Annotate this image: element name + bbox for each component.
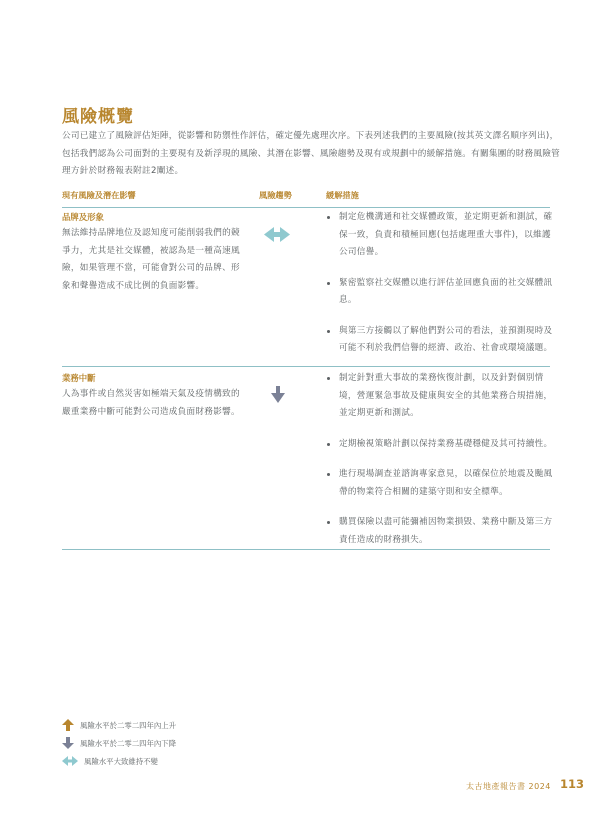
legend-label-stable: 風險水平大致維持不變 (84, 756, 158, 766)
list-item: 進行現場調查並諮詢專家意見，以確保位於地震及颱風帶的物業符合相關的建築守則和安全標準。 (326, 466, 554, 501)
row-divider (62, 549, 550, 550)
page-number: 113 (560, 777, 585, 791)
risk-description-brand: 無法維持品牌地位及認知度可能削弱我們的競爭力，尤其是社交媒體，被認為是一種高速風險，如果管理不當，可能會對公司的品牌、形象和聲譽造成不成比例的負面影響。 (62, 228, 240, 291)
mitigation-list-brand (326, 209, 554, 358)
row-divider (62, 366, 550, 367)
header-mitigation: 緩解措施 (326, 190, 359, 200)
list-item: 與第三方接觸以了解他們對公司的看法，並預測現時及可能不利於我們信譽的經濟、政治、社會或環境議題。 (326, 323, 554, 358)
risk-description-interruption: 人為事件或自然災害如極端天氣及疫情構致的嚴重業務中斷可能對公司造成負面財務影響。 (62, 389, 240, 417)
table-header (62, 187, 550, 208)
legend-item-down (62, 734, 176, 752)
report-name: 太古地產報告書 2024 (466, 782, 551, 791)
stable-arrow-icon (62, 756, 78, 766)
list-item: 緊密監察社交媒體以進行評估並回應負面的社交媒體訊息。 (326, 275, 554, 310)
page-title: 風險概覽 (62, 107, 134, 127)
list-item: 制定危機溝通和社交媒體政策，並定期更新和測試，確保一致，負責和積極回應(包括處理重大事件)，以維護公司信譽。 (326, 209, 554, 262)
up-arrow-icon (62, 719, 74, 731)
risk-title-brand: 品牌及形象 (62, 212, 104, 222)
intro-paragraph: 公司已建立了風險評估矩陣，從影響和防禦性作評估，確定優先處理次序。下表列述我們的主要風險(按其英文譯名順序列出)，包括我們認為公司面對的主要現有及新浮現的風險、其潛在影響、風險趨勢及現有或規劃中的緩解措施。有關集團的財務風險管理方針於財務報表附註2闡述。 (62, 131, 561, 176)
down-arrow-icon (62, 737, 74, 749)
list-item: 購買保險以盡可能彌補因物業損毀、業務中斷及第三方責任造成的財務損失。 (326, 514, 554, 549)
legend-item-stable (62, 752, 176, 770)
risk-title-interruption: 業務中斷 (62, 373, 96, 383)
down-arrow-icon (271, 386, 285, 407)
list-item: 定期檢視策略計劃以保持業務基礎穩健及其可持續性。 (326, 436, 554, 454)
legend-label-up: 風險水平於二零二四年內上升 (80, 720, 177, 730)
legend-label-down: 風險水平於二零二四年內下降 (80, 738, 177, 748)
header-trend: 風險趨勢 (259, 190, 292, 200)
stable-arrow-icon (264, 227, 290, 246)
trend-legend (62, 716, 176, 770)
header-risk: 現有風險及潛在影響 (62, 190, 136, 200)
list-item: 制定針對重大事故的業務恢復計劃，以及針對個別情境，營運緊急事故及健康與安全的其他業務合規措施，並定期更新和測試。 (326, 370, 554, 423)
mitigation-list-interruption (326, 370, 554, 549)
legend-item-up (62, 716, 176, 734)
